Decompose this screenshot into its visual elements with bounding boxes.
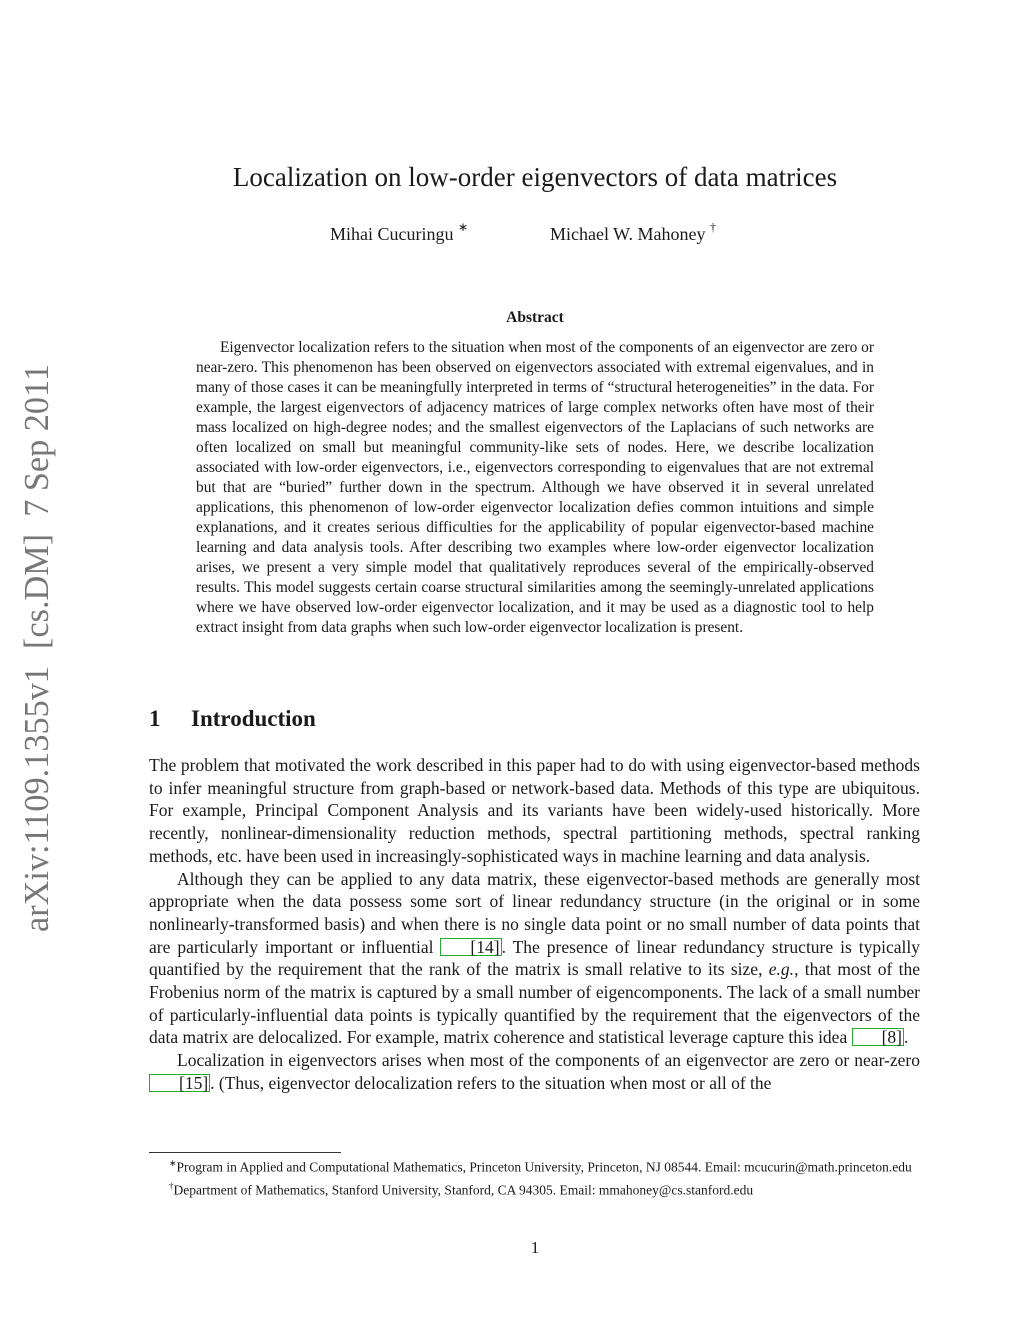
paragraph-3 [149, 1049, 920, 1094]
paragraph-2-text-d: . [904, 1027, 909, 1048]
citation-8-link[interactable]: [8] [852, 1028, 904, 1046]
footnote-2 [149, 1177, 920, 1200]
paragraph-2-text-c: , that most of the Frobenius norm of the matrix is captured by a small number of eigencomponents. The lack of a small number of particularly-influential data points is typically quantified by the requirement that the eigenvectors of the data matrix are delocalized. For example, matrix coherence and statistical leverage capture this idea [149, 959, 920, 1048]
arxiv-identifier-stamp [8, 362, 60, 932]
footnotes [149, 1154, 920, 1199]
footnote-1-mark: ∗ [169, 1158, 177, 1168]
author-1 [330, 222, 468, 245]
author-1-footnote-mark[interactable]: ∗ [458, 220, 469, 234]
paragraph-2-eg: e.g. [768, 959, 795, 980]
paper-title: Localization on low-order eigenvectors of data matrices [232, 162, 838, 192]
author-2-name: Michael W. Mahoney [550, 224, 706, 244]
paragraph-1: The problem that motivated the work described in this paper had to do with using eigenvector-based methods to infer meaningful structure from graph-based or network-based data. Methods of this type are ubiquitous. For example, Principal Component Analysis and its variants have been widely-used historically. More recently, nonlinear-dimensionality reduction methods, spectral partitioning methods, spectral ranking methods, etc. have been used in increasingly-sophisticated ways in machine learning and data analysis. [149, 755, 920, 866]
section-number: 1 [149, 706, 161, 731]
arxiv-identifier-text: arXiv:1109.1355v1 [cs.DM] 7 Sep 2011 [17, 362, 56, 932]
footnote-2-mark: † [169, 1180, 174, 1191]
introduction-body [149, 754, 920, 1095]
footnote-1 [149, 1154, 920, 1177]
paragraph-3-text-a: Localization in eigenvectors arises when most of the components of an eigenvector are zero or near-zero [177, 1050, 920, 1071]
citation-14-link[interactable]: [14] [440, 938, 501, 956]
author-2-footnote-mark[interactable]: † [709, 220, 716, 234]
page-number: 1 [530, 1238, 540, 1257]
author-2 [550, 222, 716, 245]
footnote-1-text: Program in Applied and Computational Mathematics, Princeton University, Princeton, NJ 08544. Email: mcucurin@math.princeton.edu [176, 1159, 912, 1175]
paragraph-2 [149, 868, 920, 1050]
footnote-2-text: Department of Mathematics, Stanford University, Stanford, CA 94305. Email: mmahoney@cs.stanford.edu [173, 1182, 754, 1197]
citation-15-link[interactable]: [15] [149, 1074, 210, 1092]
paragraph-3-text-b: . (Thus, eigenvector delocalization refers to the situation when most or all of the [210, 1072, 772, 1093]
section-title: Introduction [191, 706, 316, 731]
paragraph-2-text-a: Although they can be applied to any data matrix, these eigenvector-based methods are generally most appropriate when the data possess some sort of linear redundancy structure (in the original or in some nonlinearly-transformed basis) and when there is no single data point or no small number of data points that are particularly important or influential [149, 868, 920, 957]
abstract-text: Eigenvector localization refers to the situation when most of the components of an eigenvector are zero or near-zero. This phenomenon has been observed on eigenvectors associated with extremal eigenvalues, and in many of those cases it can be meaningfully interpreted in terms of “structural heterogeneities” in the data. For example, the largest eigenvectors of adjacency matrices of large complex networks often have most of their mass localized on high-degree nodes; and the smallest eigenvectors of the Laplacians of such networks are often localized on small but meaningful community-like sets of nodes. Here, we describe localization associated with low-order eigenvectors, i.e., eigenvectors corresponding to eigenvalues that are not extremal but that are “buried” further down in the spectrum. Although we have observed it in several unrelated applications, this phenomenon of low-order eigenvector localization defies common intuitions and simple explanations, and it creates serious difficulties for the applicability of popular eigenvector-based machine learning and data analysis tools. After describing two examples where low-order eigenvector localization arises, we present a very simple model that qualitatively reproduces several of the empirically-observed results. This model suggests certain coarse structural similarities among the seemingly-unrelated applications where we have observed low-order eigenvector localization, and it may be used as a diagnostic tool to help extract insight from data graphs when such low-order eigenvector localization is present. [196, 339, 874, 636]
section-heading [149, 706, 316, 732]
author-1-name: Mihai Cucuringu [330, 224, 454, 244]
footnote-divider [149, 1152, 341, 1153]
paragraph-2-text-b: . The presence of linear redundancy structure is typically quantified by the requirement that the rank of the matrix is small relative to its size, [149, 936, 920, 980]
abstract-heading: Abstract [506, 309, 564, 326]
